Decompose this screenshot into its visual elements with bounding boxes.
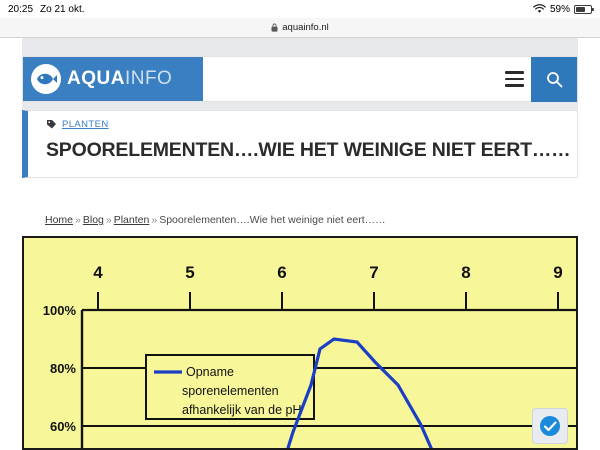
site-brand bbox=[67, 68, 172, 90]
tag-icon bbox=[46, 119, 57, 130]
svg-text:100%: 100% bbox=[42, 303, 76, 318]
browser-address-bar[interactable] bbox=[0, 18, 600, 38]
wifi-icon bbox=[533, 4, 546, 14]
recaptcha-icon[interactable] bbox=[532, 408, 568, 444]
status-bar-left bbox=[8, 4, 85, 15]
search-icon[interactable] bbox=[531, 57, 577, 102]
ios-status-bar bbox=[0, 0, 600, 18]
svg-text:6: 6 bbox=[277, 263, 287, 282]
svg-text:9: 9 bbox=[553, 263, 563, 282]
svg-text:4: 4 bbox=[93, 263, 103, 282]
battery-icon bbox=[574, 5, 592, 14]
svg-text:60%: 60% bbox=[49, 419, 76, 434]
article-title-card bbox=[22, 110, 578, 178]
svg-text:sporenelementen: sporenelementen bbox=[182, 384, 279, 398]
breadcrumb-separator: » bbox=[75, 214, 81, 226]
svg-text:80%: 80% bbox=[49, 361, 76, 376]
web-page-content bbox=[0, 38, 600, 450]
brand-secondary: INFO bbox=[124, 68, 173, 89]
breadcrumb-item-planten[interactable]: Planten bbox=[113, 214, 150, 226]
status-bar-time: 20:25 bbox=[8, 3, 34, 15]
status-bar-date: Zo 21 okt. bbox=[40, 3, 85, 15]
site-header bbox=[22, 56, 578, 102]
breadcrumb-item-blog[interactable]: Blog bbox=[82, 214, 104, 226]
category-link[interactable]: PLANTEN bbox=[62, 119, 109, 130]
battery-percent-label: 59% bbox=[549, 3, 570, 15]
site-logo[interactable] bbox=[23, 57, 203, 101]
svg-text:5: 5 bbox=[185, 263, 195, 282]
fish-logo-icon bbox=[31, 64, 61, 94]
breadcrumb bbox=[45, 214, 386, 226]
svg-text:8: 8 bbox=[461, 263, 471, 282]
status-bar-right bbox=[533, 4, 592, 15]
ph-uptake-chart bbox=[24, 238, 576, 448]
svg-text:7: 7 bbox=[369, 263, 379, 282]
address-bar-url[interactable]: aquainfo.nl bbox=[282, 22, 329, 33]
svg-text:Opname: Opname bbox=[186, 365, 234, 379]
chart-image bbox=[22, 236, 578, 450]
hamburger-menu-icon[interactable] bbox=[497, 57, 531, 101]
page-title: SPOORELEMENTEN….WIE HET WEINIGE NIET EERT…… bbox=[46, 139, 571, 161]
svg-text:afhankelijk van de pH: afhankelijk van de pH bbox=[182, 403, 302, 417]
category-row bbox=[46, 119, 577, 130]
page-left-margin bbox=[0, 38, 22, 450]
page-right-margin bbox=[578, 38, 600, 450]
lock-icon bbox=[271, 23, 278, 32]
breadcrumb-separator: » bbox=[151, 214, 158, 226]
brand-primary: AQUA bbox=[67, 68, 125, 89]
breadcrumb-item-current: Spoorelementen….Wie het weinige niet eert…… bbox=[159, 214, 386, 226]
breadcrumb-separator: » bbox=[105, 214, 112, 226]
breadcrumb-item-home[interactable]: Home bbox=[45, 214, 74, 226]
